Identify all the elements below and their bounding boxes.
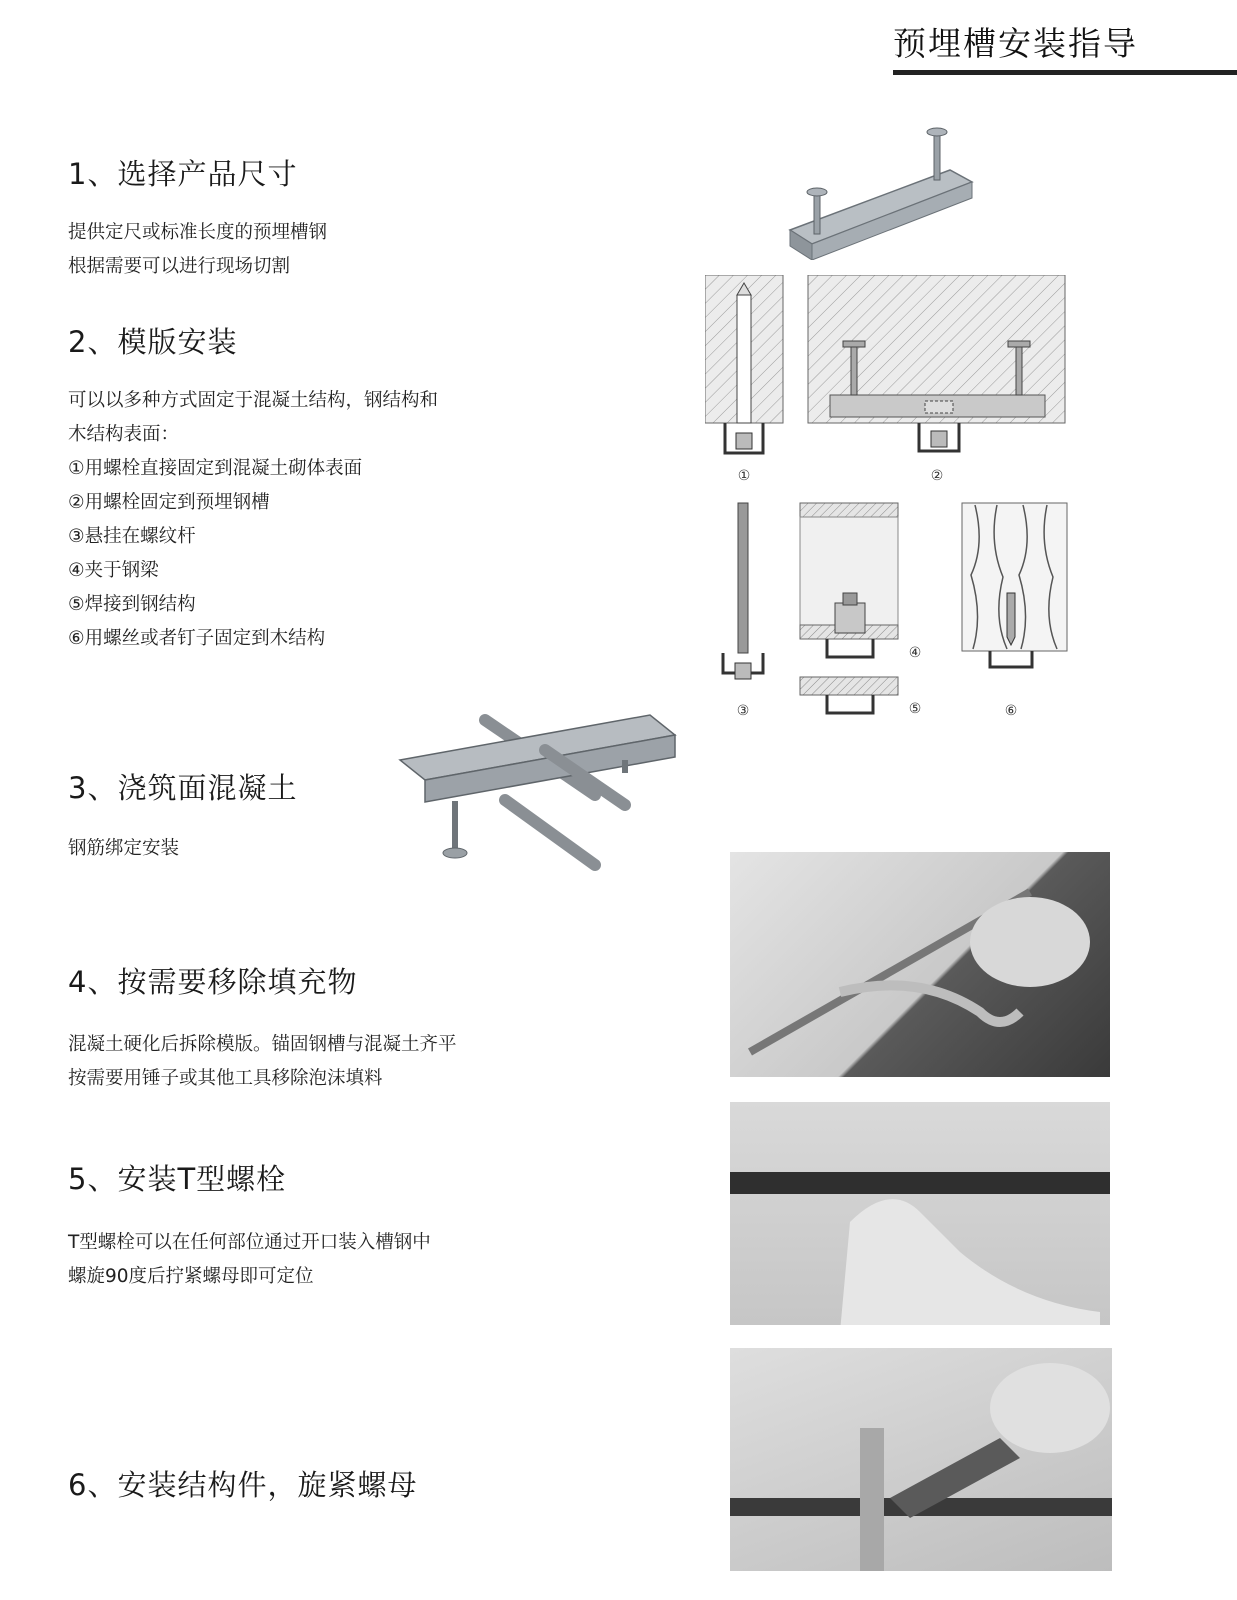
diagram-label-3: ③: [736, 703, 750, 719]
diagram-label-2: ②: [930, 468, 944, 484]
section-4-heading: 4、按需要移除填充物: [68, 965, 358, 999]
photo-inserting-t-bolt: [730, 1102, 1110, 1325]
anchor-channel-illustration: [780, 120, 1000, 260]
section-2-body: [68, 384, 438, 656]
section-5-body: [68, 1226, 431, 1294]
diagram-label-4: ④: [908, 645, 922, 661]
section-3-line: 钢筋绑定安装: [68, 838, 180, 859]
section-2-line: ③悬挂在螺纹杆: [68, 526, 196, 547]
section-1-line: 提供定尺或标准长度的预埋槽钢: [68, 222, 328, 243]
mounting-methods-diagram: [705, 275, 1105, 730]
section-2-line: ①用螺栓直接固定到混凝土砌体表面: [68, 458, 363, 479]
section-2-line: 可以以多种方式固定于混凝土结构，钢结构和: [68, 390, 439, 411]
diagram-label-1: ①: [737, 468, 751, 484]
photo-removing-filler: [730, 852, 1110, 1077]
section-4-line: 按需要用锤子或其他工具移除泡沫填料: [68, 1068, 383, 1089]
section-2-line: 木结构表面：: [68, 424, 180, 445]
diagram-label-5: ⑤: [908, 701, 922, 717]
section-2-line: ④夹于钢梁: [68, 560, 159, 581]
section-2-line: ②用螺栓固定到预埋钢槽: [68, 492, 270, 513]
section-2-heading: 2、模版安装: [68, 325, 238, 359]
section-5-line: 螺旋90度后拧紧螺母即可定位: [68, 1266, 314, 1287]
section-1-heading: 1、选择产品尺寸: [68, 157, 298, 191]
section-2-line: ⑥用螺丝或者钉子固定到木结构: [68, 628, 326, 649]
section-4-body: [68, 1028, 457, 1096]
section-3-heading: 3、浇筑面混凝土: [68, 771, 298, 805]
title-underline: [893, 70, 1237, 75]
section-1-body: [68, 216, 327, 284]
rebar-channel-illustration: [395, 705, 695, 885]
section-5-line: T型螺栓可以在任何部位通过开口装入槽钢中: [68, 1232, 431, 1253]
section-3-body: [68, 832, 179, 866]
section-4-line: 混凝土硬化后拆除模版。锚固钢槽与混凝土齐平: [68, 1034, 457, 1055]
section-2-line: ⑤焊接到钢结构: [68, 594, 196, 615]
section-6-heading: 6、安装结构件，旋紧螺母: [68, 1468, 418, 1502]
photo-tightening-nut: [730, 1348, 1112, 1571]
page-title: 预埋槽安装指导: [893, 24, 1138, 63]
diagram-label-6: ⑥: [1004, 703, 1018, 719]
section-5-heading: 5、安装T型螺栓: [68, 1162, 287, 1196]
section-1-line: 根据需要可以进行现场切割: [68, 256, 291, 277]
